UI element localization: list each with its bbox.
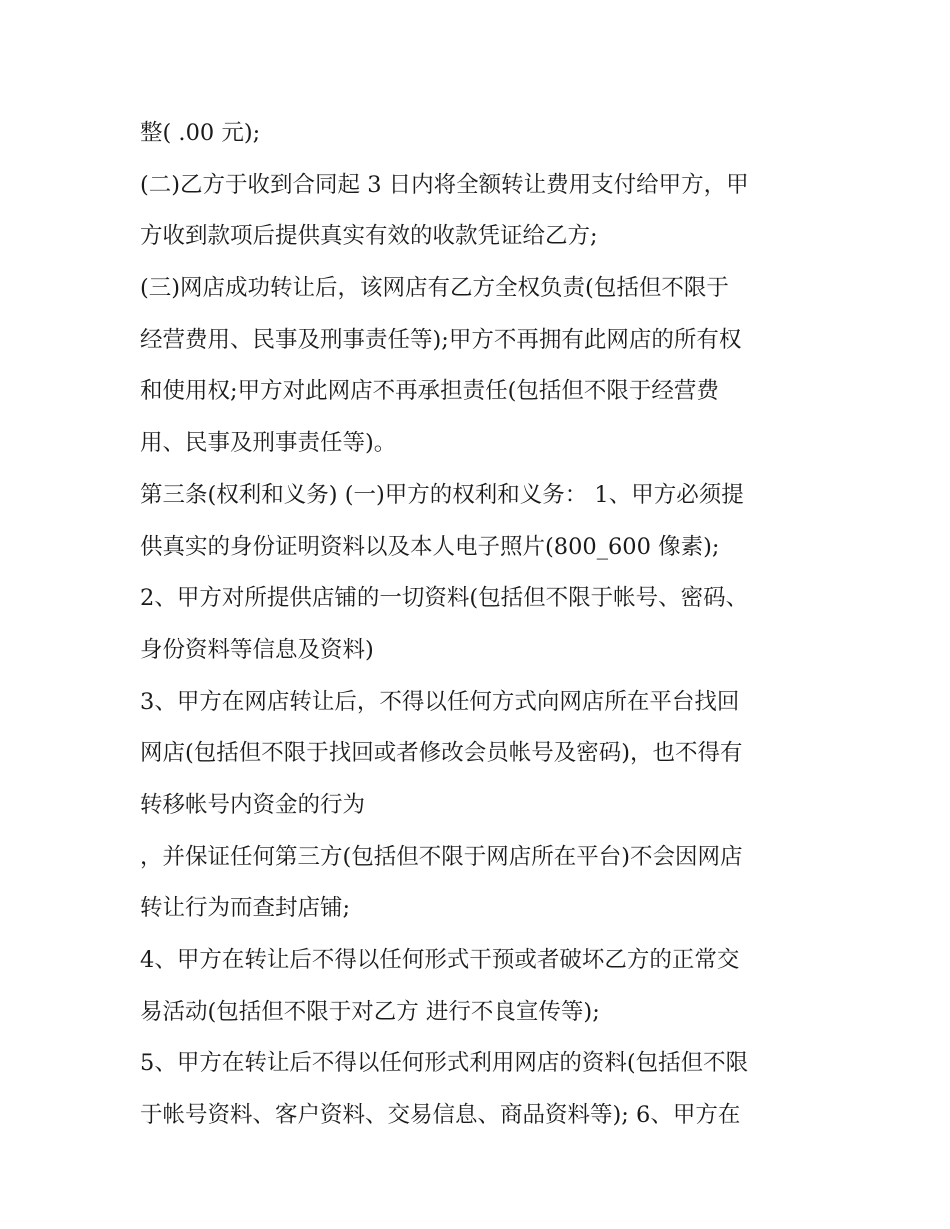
document-body xyxy=(140,108,820,1142)
text-line: (三)网店成功转让后，该网店有乙方全权负责(包括但不限于 xyxy=(140,275,729,302)
text-line: 于帐号资料、客户资料、交易信息、商品资料等); 6、甲方在 xyxy=(140,1102,741,1129)
text-line: 转让行为而查封店铺; xyxy=(140,895,351,922)
text-line: 方收到款项后提供真实有效的收款凭证给乙方; xyxy=(140,223,598,250)
text-line: 整( .00 元); xyxy=(140,120,261,146)
text-line: 易活动(包括但不限于对乙方 进行不良宣传等); xyxy=(140,998,600,1025)
text-line: 供真实的身份证明资料以及本人电子照片(800_600 像素); xyxy=(140,533,720,560)
text-line: 5、甲方在转让后不得以任何形式利用网店的资料(包括但不限 xyxy=(140,1050,749,1077)
text-line: 用、民事及刑事责任等)。 xyxy=(140,430,397,457)
text-line: 网店(包括但不限于找回或者修改会员帐号及密码)，也不得有 xyxy=(140,740,743,767)
text-line: 转移帐号内资金的行为 xyxy=(140,791,366,818)
text-line: (二)乙方于收到合同起 3 日内将全额转让费用支付给甲方，甲 xyxy=(140,171,749,198)
text-line: 和使用权;甲方对此网店不再承担责任(包括但不限于经营费 xyxy=(140,378,719,405)
text-line: 3、甲方在网店转让后，不得以任何方式向网店所在平台找回 xyxy=(140,688,740,715)
text-line: 第三条(权利和义务) (一)甲方的权利和义务： 1、甲方必须提 xyxy=(140,481,744,508)
text-line: ，并保证任何第三方(包括但不限于网店所在平台)不会因网店 xyxy=(140,843,743,870)
text-line: 2、甲方对所提供店铺的一切资料(包括但不限于帐号、密码、 xyxy=(140,585,749,612)
text-line: 4、甲方在转让后不得以任何形式干预或者破坏乙方的正常交 xyxy=(140,947,740,973)
text-line: 经营费用、民事及刑事责任等);甲方不再拥有此网店的所有权 xyxy=(140,326,742,353)
text-line: 身份资料等信息及资料) xyxy=(140,636,374,663)
